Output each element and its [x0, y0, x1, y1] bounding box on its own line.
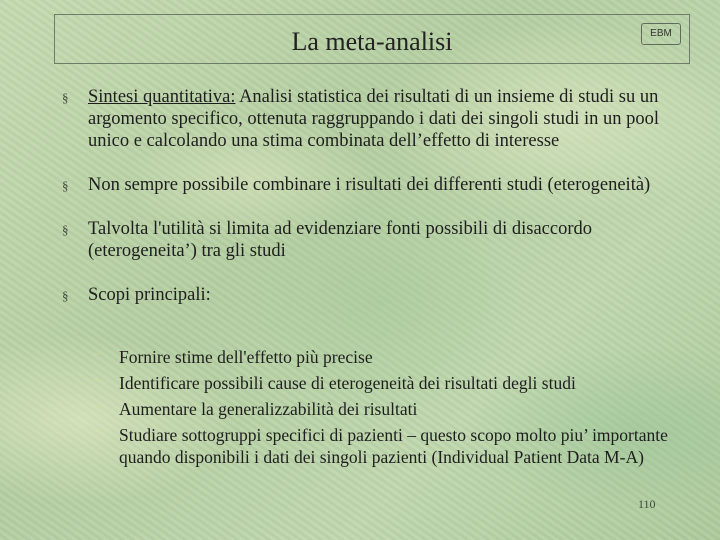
sub-bullet-text: Aumentare la generalizzabilità dei risultati: [119, 399, 418, 419]
title-box: [54, 14, 690, 64]
bullet-text: Scopi principali:: [88, 285, 211, 305]
bullet-text: Analisi statistica dei risultati di un insieme di studi su un argomento specifico, ottenuta raggruppando i dati dei singoli studi in un pool unico e calcolando una stima combinata dell’effetto di interesse: [88, 87, 659, 151]
bullet-item: [62, 284, 682, 306]
sub-bullet-item: [94, 346, 684, 368]
sub-bullet-icon: ¨: [94, 351, 99, 366]
bullet-list: [62, 86, 682, 328]
section-marker-icon: §: [62, 288, 69, 303]
sub-bullet-text: Studiare sottogruppi specifici di pazienti – questo scopo molto piu’ importante quando disponibili i dati dei singoli pazienti (Individual Patient Data M-A): [119, 425, 668, 467]
sub-bullet-text: Identificare possibili cause di eterogeneità dei risultati degli studi: [119, 373, 576, 393]
slide-title: La meta-analisi: [291, 27, 453, 56]
bullet-item: [62, 174, 682, 196]
sub-bullet-icon: ¨: [94, 429, 99, 444]
section-marker-icon: §: [62, 222, 69, 237]
bullet-item: [62, 86, 682, 152]
sub-bullet-text: Fornire stime dell'effetto più precise: [119, 347, 373, 367]
section-marker-icon: §: [62, 178, 69, 193]
bullet-text: Non sempre possibile combinare i risultati dei differenti studi (eterogeneità): [88, 175, 651, 195]
page-number: 110: [638, 497, 656, 511]
section-marker-icon: §: [62, 90, 69, 105]
sub-bullet-item: [94, 398, 684, 420]
bullet-text: Talvolta l'utilità si limita ad evidenziare fonti possibili di disaccordo (eterogeneita’) tra gli studi: [88, 219, 592, 261]
bullet-item: [62, 218, 682, 262]
sub-bullet-item: [94, 424, 684, 468]
sub-bullet-list: [94, 346, 684, 472]
sub-bullet-icon: ¨: [94, 403, 99, 418]
bullet-term: Sintesi quantitativa:: [88, 87, 236, 107]
ebm-badge: EBM: [641, 23, 681, 45]
sub-bullet-icon: ¨: [94, 377, 99, 392]
sub-bullet-item: [94, 372, 684, 394]
